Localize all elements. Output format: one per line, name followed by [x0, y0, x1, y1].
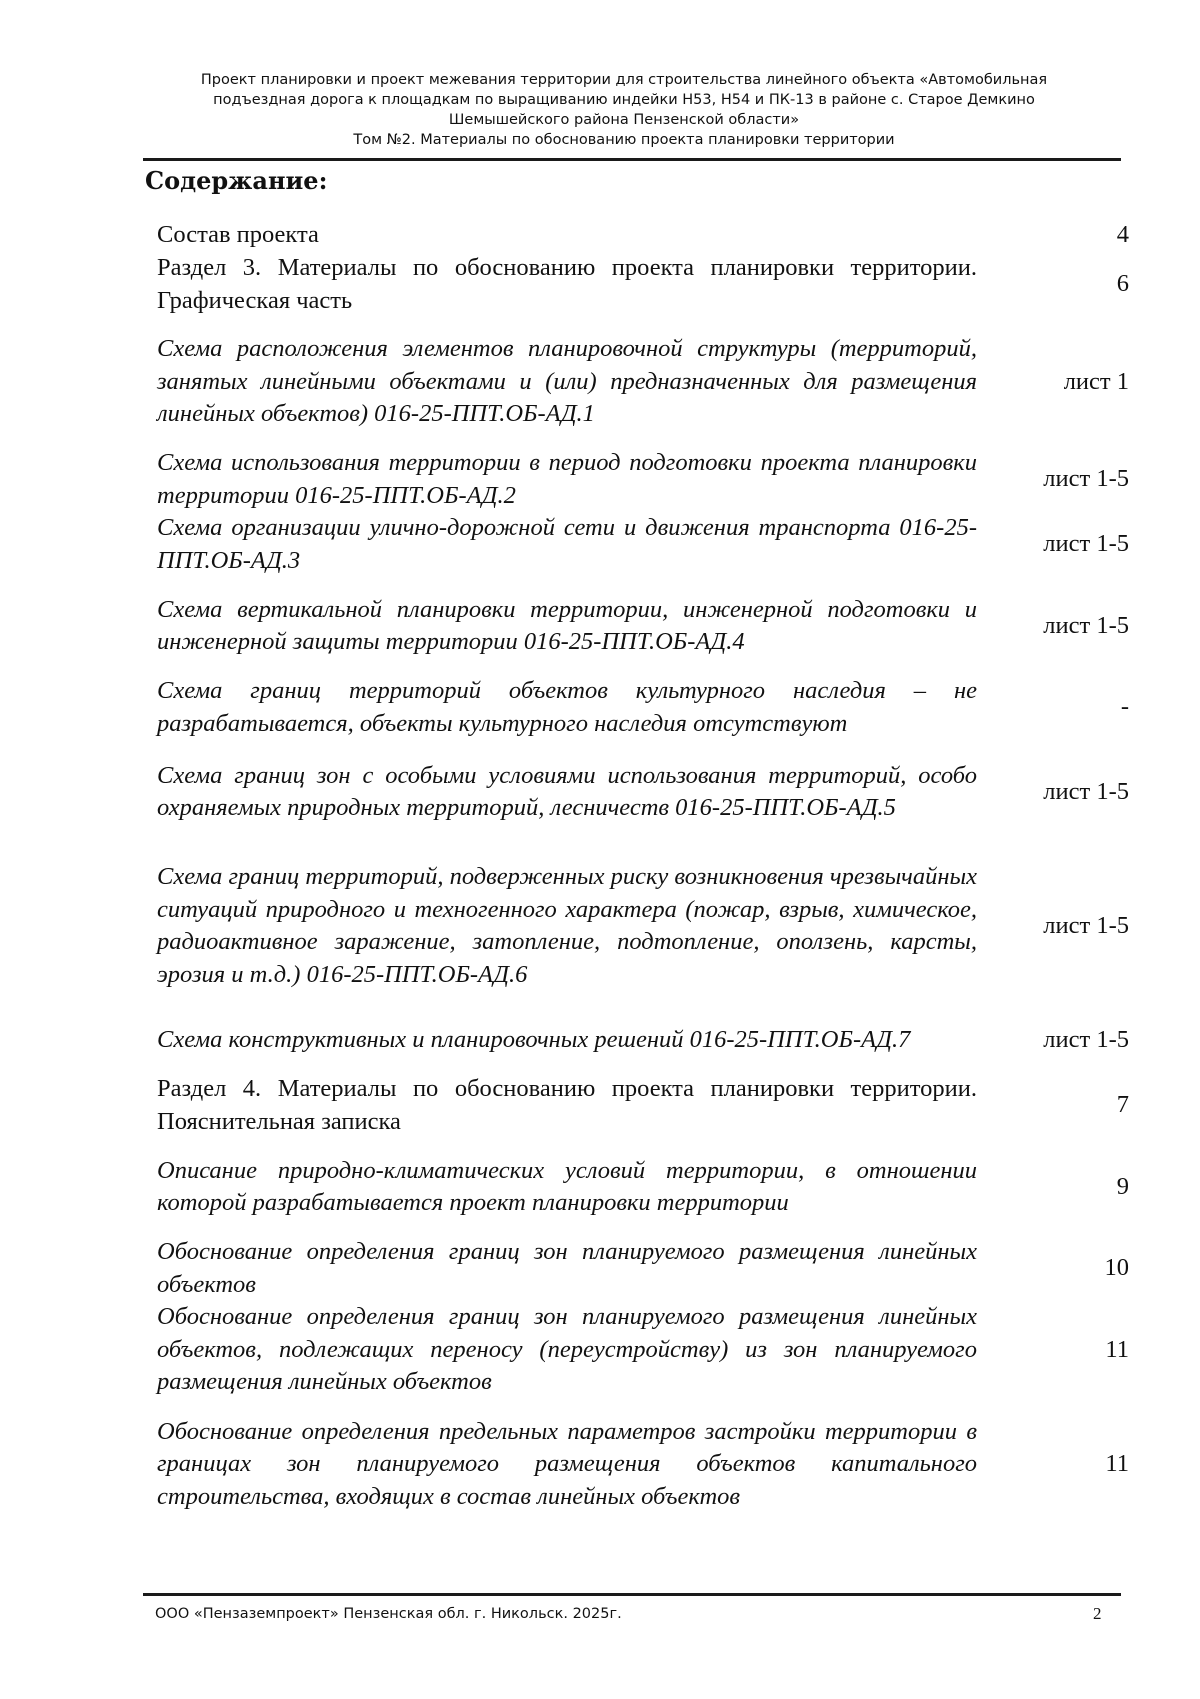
- header-divider: [143, 158, 1121, 161]
- page-number: 2: [1093, 1604, 1102, 1623]
- footer-text: ООО «Пензаземпроект» Пензенская обл. г. Никольск. 2025г.: [155, 1606, 622, 1622]
- document-header: [150, 70, 1098, 150]
- toc-entry-page: 11: [1105, 1335, 1129, 1363]
- toc-entry-text: Состав проекта: [157, 221, 319, 249]
- toc-entry: [157, 317, 1129, 447]
- toc-entry: [157, 844, 1129, 1008]
- toc-entry-text: Обоснование определения границ зон планируемого размещения линейных объектов, подлежащих переносу (переустройству) из зон планируемого размещения линейных объектов: [157, 1303, 977, 1396]
- toc-entry: [157, 675, 1129, 740]
- toc-entry: [157, 252, 1129, 317]
- header-line: подъездная дорога к площадкам по выращиванию индейки Н53, Н54 и ПК-13 в районе с. Старое Демкино: [213, 92, 1035, 108]
- toc-entry: [157, 1399, 1129, 1530]
- header-line: Проект планировки и проект межевания территории для строительства линейного объекта «Автомобильная: [200, 72, 1048, 88]
- toc-entry-text: Схема границ территорий, подверженных риску возникновения чрезвычайных ситуаций природного и техногенного характера (пожар, взрыв, химическое, радиоактивное заражение, затопление, подтопление, оползень, карсты, эрозия и т.д.) 016-25-ППТ.ОБ-АД.6: [157, 863, 977, 988]
- toc-entry-page: лист 1-5: [1043, 777, 1129, 805]
- toc-entry-text: Раздел 3. Материалы по обоснованию проекта планировки территории. Графическая часть: [157, 254, 977, 314]
- toc-entry-text: Обоснование определения границ зон планируемого размещения линейных объектов: [157, 1238, 977, 1298]
- toc-entry-page: 4: [1116, 221, 1129, 249]
- toc-entry-text: Схема конструктивных и планировочных решений 016-25-ППТ.ОБ-АД.7: [157, 1026, 911, 1054]
- toc-entry-page: 6: [1116, 270, 1129, 298]
- toc-entry-page: лист 1-5: [1043, 611, 1129, 639]
- toc-entry-text: Схема границ территорий объектов культурного наследия – не разрабатывается, объекты культурного наследия отсутствуют: [157, 677, 977, 737]
- header-line: Том №2. Материалы по обоснованию проекта планировки территории: [353, 132, 895, 148]
- toc-entry: [157, 512, 1129, 577]
- toc-entry-text: Схема границ зон с особыми условиями использования территорий, особо охраняемых природных территорий, лесничеств 016-25-ППТ.ОБ-АД.5: [157, 761, 977, 821]
- toc-entry: [157, 447, 1129, 512]
- toc-entry-page: лист 1-5: [1043, 1026, 1129, 1054]
- header-line: Шемышейского района Пензенской области»: [448, 112, 800, 128]
- toc-entry-page: -: [1120, 693, 1129, 721]
- toc-entry-text: Схема расположения элементов планировочной структуры (территорий, занятых линейными объектами и (или) предназначенных для размещения линейных объектов) 016-25-ППТ.ОБ-АД.1: [157, 335, 977, 428]
- toc-entry: [157, 740, 1129, 844]
- toc-entry: [157, 219, 1129, 252]
- toc-entry: [157, 1301, 1129, 1399]
- page-title: Содержание:: [145, 166, 328, 195]
- toc-entry-page: лист 1-5: [1043, 911, 1129, 939]
- toc-entry-page: 10: [1104, 1254, 1129, 1282]
- toc-entry-text: Описание природно-климатических условий территории, в отношении которой разрабатывается проект планировки территории: [157, 1156, 977, 1216]
- toc-entry: [157, 577, 1129, 675]
- toc-entry-page: 11: [1105, 1450, 1129, 1478]
- toc-entry-text: Обоснование определения предельных параметров застройки территории в границах зон планируемого размещения объектов капитального строительства, входящих в состав линейных объектов: [157, 1417, 977, 1510]
- toc-entry-page: лист 1: [1063, 367, 1129, 395]
- toc-entry: [157, 1073, 1129, 1138]
- toc-entry-text: Раздел 4. Материалы по обоснованию проекта планировки территории. Пояснительная записка: [157, 1075, 977, 1135]
- toc-entry-text: Схема использования территории в период подготовки проекта планировки территории 016-25-ППТ.ОБ-АД.2: [157, 449, 977, 509]
- table-of-contents: [157, 219, 1129, 1530]
- toc-entry: [157, 1008, 1129, 1073]
- footer-divider: [143, 1593, 1121, 1596]
- toc-entry-text: Схема вертикальной планировки территории, инженерной подготовки и инженерной защиты территории 016-25-ППТ.ОБ-АД.4: [157, 595, 977, 655]
- toc-entry-text: Схема организации улично-дорожной сети и движения транспорта 016-25-ППТ.ОБ-АД.3: [157, 514, 977, 574]
- toc-entry-page: лист 1-5: [1043, 530, 1129, 558]
- toc-entry: [157, 1138, 1129, 1236]
- toc-entry-page: 9: [1116, 1172, 1129, 1200]
- toc-entry: [157, 1236, 1129, 1301]
- toc-entry-page: 7: [1116, 1091, 1129, 1119]
- toc-entry-page: лист 1-5: [1043, 465, 1129, 493]
